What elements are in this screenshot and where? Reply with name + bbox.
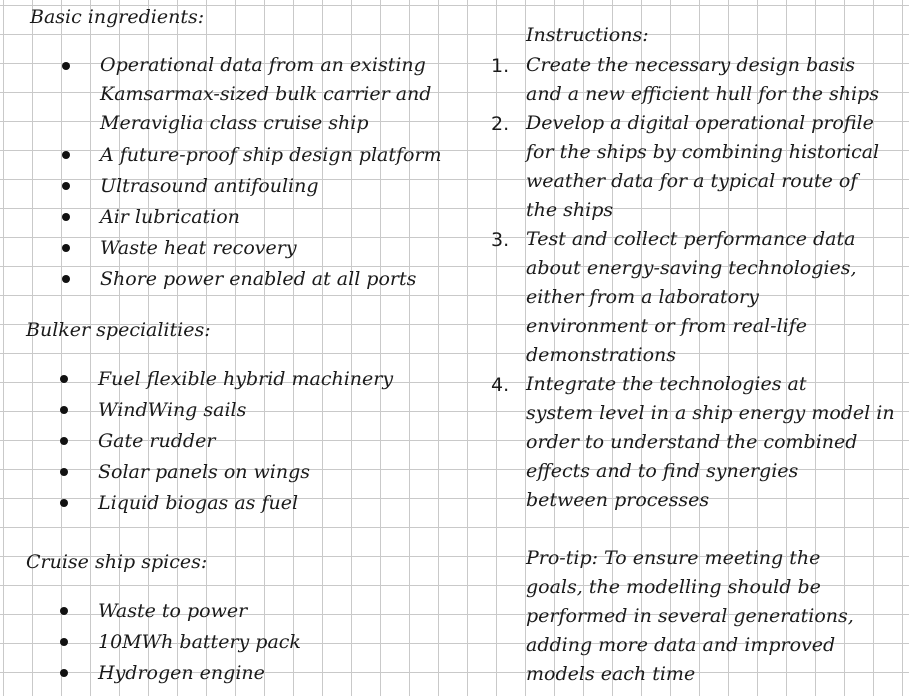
list-item: Operational data from an existing Kamsarmax-sized bulk carrier and Meraviglia class cruise ship — [100, 54, 432, 134]
step-number: 2. — [491, 113, 510, 135]
bullet-dot — [62, 244, 70, 252]
list-item: Solar panels on wings — [60, 457, 393, 488]
list-item: A future-proof ship design platform — [62, 140, 442, 171]
bullet-dot — [62, 275, 70, 283]
list-item: Air lubrication — [62, 202, 442, 233]
list-item: WindWing sails — [60, 395, 393, 426]
basic-ingredients-list — [62, 140, 442, 295]
cruise-ship-spices-heading: Cruise ship spices: — [26, 551, 208, 573]
bullet-dot — [60, 638, 68, 646]
basic-ingredients-heading: Basic ingredients: — [30, 6, 205, 28]
bullet-dot — [60, 437, 68, 445]
list-item: Waste heat recovery — [62, 233, 442, 264]
bullet-dot — [60, 406, 68, 414]
step-text: Develop a digital operational profile for the ships by combining historical weather data for a typical route of the ships — [526, 112, 880, 221]
list-item: Waste to power — [60, 596, 301, 627]
bullet-dot — [62, 151, 70, 159]
bullet-dot — [62, 182, 70, 190]
list-item: 10MWh battery pack — [60, 627, 301, 658]
cruise-ship-spices-list — [60, 596, 301, 689]
list-item: Ultrasound antifouling — [62, 171, 442, 202]
step-text: Integrate the technologies at system level in a ship energy model in order to understand the combined effects and to find synergies between processes — [526, 373, 895, 511]
step-number: 4. — [491, 374, 510, 396]
list-item: Liquid biogas as fuel — [60, 488, 393, 519]
list-item: Shore power enabled at all ports — [62, 264, 442, 295]
bulker-specialities-list — [60, 364, 393, 519]
bulker-specialities-heading: Bulker specialities: — [26, 319, 211, 341]
instructions-heading: Instructions: — [526, 24, 649, 46]
bullet-dot — [60, 607, 68, 615]
list-item: Gate rudder — [60, 426, 393, 457]
bullet-dot — [60, 499, 68, 507]
bullet-dot — [60, 375, 68, 383]
step-text: Test and collect performance data about energy-saving technologies, either from a laboratory environment or from real-life demonstrations — [526, 228, 857, 366]
step-number: 1. — [491, 55, 510, 77]
list-item: Fuel flexible hybrid machinery — [60, 364, 393, 395]
pro-tip: Pro-tip: To ensure meeting the goals, the modelling should be performed in several generations, adding more data and improved models each time — [526, 547, 854, 685]
bullet-dot — [60, 468, 68, 476]
list-item: Hydrogen engine — [60, 658, 301, 689]
step-number: 3. — [491, 229, 510, 251]
bullet-dot — [62, 62, 70, 70]
bullet-dot — [60, 669, 68, 677]
bullet-dot — [62, 213, 70, 221]
step-text: Create the necessary design basis and a new efficient hull for the ships — [526, 54, 879, 105]
